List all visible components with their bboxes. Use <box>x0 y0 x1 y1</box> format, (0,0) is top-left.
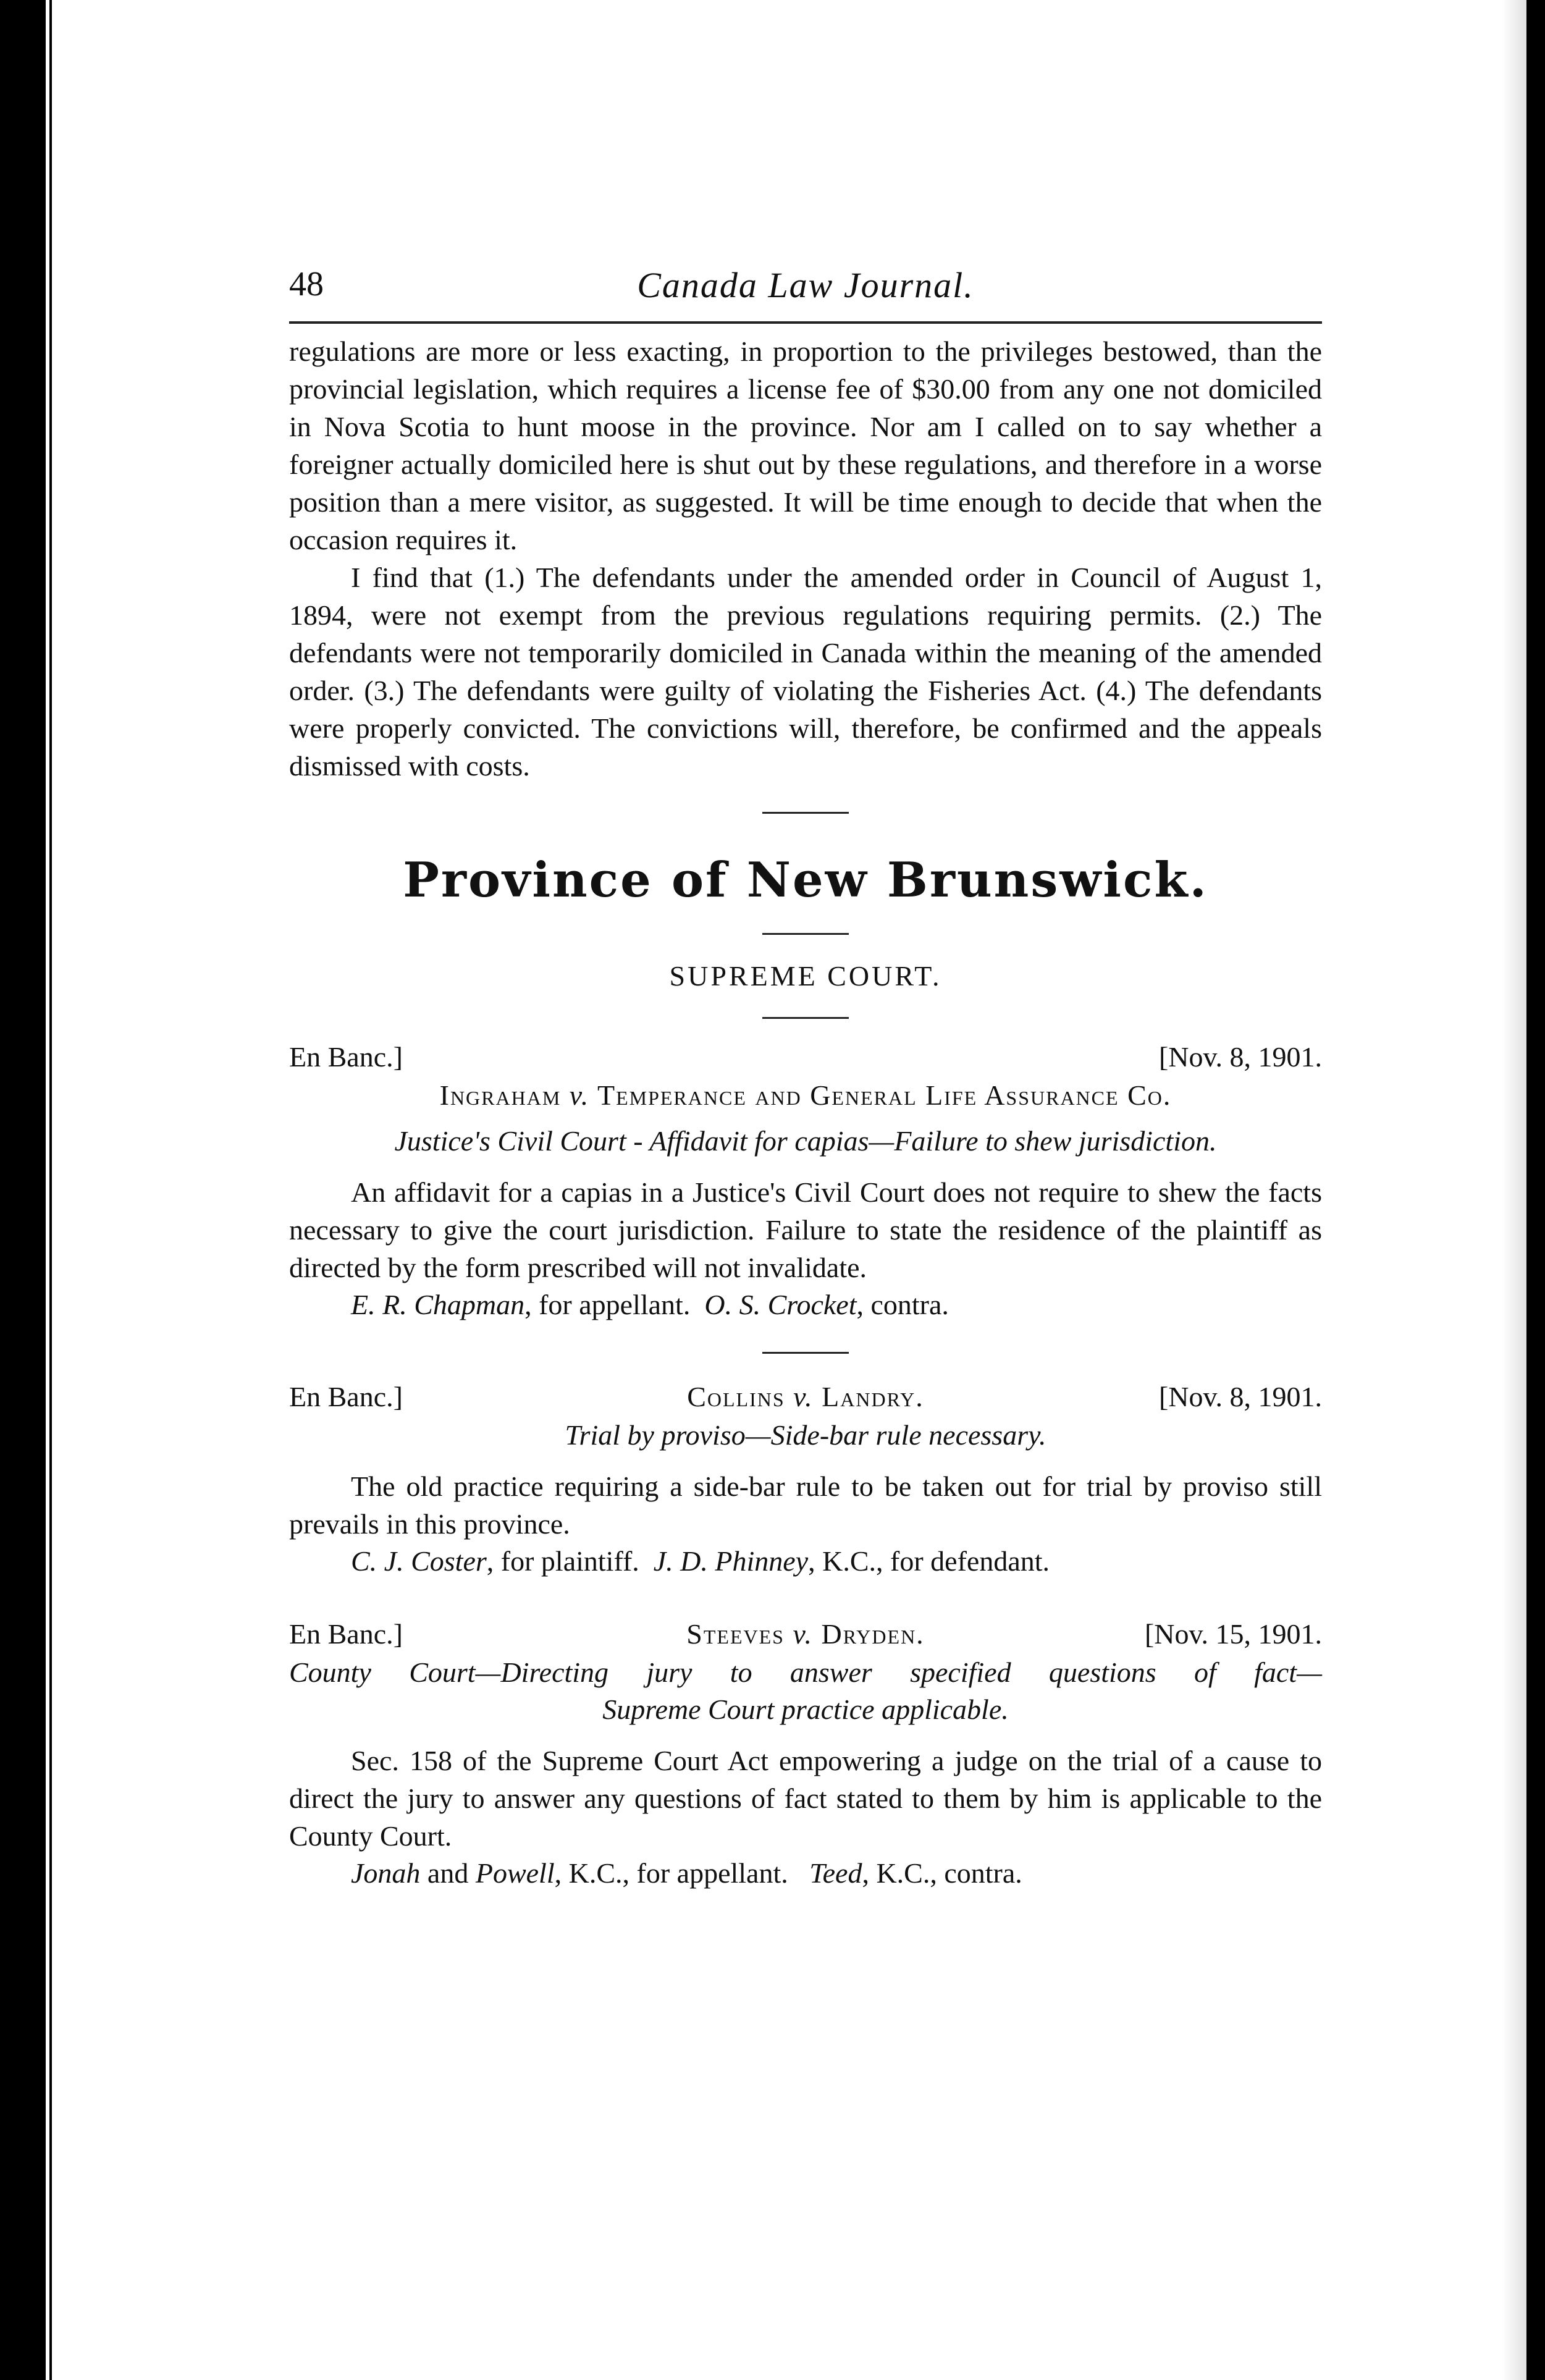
case-court-date-line <box>289 1037 1322 1077</box>
scan-right-edge <box>1526 0 1545 2380</box>
case-party-2: Temperance and General Life Assurance Co. <box>597 1079 1172 1111</box>
case-date: [Nov. 15, 1901. <box>1144 1618 1322 1650</box>
case-body: An affidavit for a capias in a Justice's Civil Court does not require to shew the facts necessary to give the court jurisdiction. Failure to state the residence of the plaintiff as directed by the form prescribed will not invalidate. <box>289 1176 1322 1283</box>
case-court: En Banc.] <box>289 1381 403 1412</box>
counsel-2-name: Teed <box>809 1857 862 1889</box>
case-party-2: Landry. <box>822 1381 924 1412</box>
page-header <box>289 247 1322 324</box>
counsel-1-role: , for plaintiff. <box>486 1545 639 1577</box>
case-court-date-line <box>289 1614 1322 1654</box>
case-date: [Nov. 8, 1901. <box>1158 1041 1322 1073</box>
case-counsel <box>289 1286 1322 1323</box>
case-ingraham <box>289 1037 1322 1323</box>
case-versus: v. <box>793 1618 813 1650</box>
case-collins <box>289 1377 1322 1580</box>
counsel-1-name: C. J. Coster <box>351 1545 487 1577</box>
counsel-1-name: E. R. Chapman <box>351 1289 525 1320</box>
case-party-2: Dryden. <box>821 1618 925 1650</box>
case-date: [Nov. 8, 1901. <box>1158 1381 1322 1412</box>
scan-left-binding <box>43 0 53 2380</box>
case-headnote-line-2: Supreme Court practice applicable. <box>602 1694 1009 1725</box>
counsel-2-name: O. S. Crocket <box>704 1289 857 1320</box>
case-body: Sec. 158 of the Supreme Court Act empowering a judge on the trial of a cause to direct the jury to answer any questions of fact stated to them by him is applicable to the County Court. <box>289 1745 1322 1852</box>
counsel-1b-name: Powell <box>475 1857 555 1889</box>
case-party-1: Collins <box>687 1381 785 1412</box>
case-court: En Banc.] <box>289 1618 403 1650</box>
case-headnote: Justice's Civil Court - Affidavit for capias—Failure to shew jurisdiction. <box>394 1125 1217 1157</box>
intro-paragraph-1: regulations are more or less exacting, in proportion to the privileges bestowed, than the provincial legislation, which requires a license fee of $30.00 from any one not domiciled in Nova Scotia to hunt moose in the province. Nor am I called on to say whether a foreigner actually domiciled here is shut out by these regulations, and therefore in a worse position than a mere visitor, as suggested. It will be time enough to decide that when the occasion requires it. <box>289 335 1322 555</box>
counsel-2-name: J. D. Phinney <box>653 1545 809 1577</box>
section-divider <box>762 933 849 935</box>
counsel-1-mid: and <box>420 1857 476 1889</box>
section-divider <box>762 1017 849 1019</box>
scan-right-shadow <box>1502 0 1526 2380</box>
counsel-1-name: Jonah <box>351 1857 421 1889</box>
case-headnote <box>289 1654 1322 1728</box>
counsel-2-role: , contra. <box>856 1289 949 1320</box>
case-title <box>289 1077 1322 1114</box>
case-party-1: Ingraham <box>439 1079 562 1111</box>
counsel-2-role: , K.C., for defendant. <box>808 1545 1050 1577</box>
case-body: The old practice requiring a side-bar rule to be taken out for trial by proviso still prevails in this province. <box>289 1471 1322 1540</box>
journal-page <box>289 247 1322 1892</box>
case-counsel <box>289 1855 1322 1892</box>
intro-text <box>289 332 1322 785</box>
section-divider <box>762 812 849 814</box>
counsel-1-role: , K.C., for appellant. <box>554 1857 788 1889</box>
case-counsel <box>289 1543 1322 1580</box>
case-court-date-line <box>289 1377 1322 1417</box>
counsel-2-role: , K.C., contra. <box>862 1857 1022 1889</box>
case-versus: v. <box>569 1079 590 1111</box>
province-heading: Province of New Brunswick. <box>403 852 1208 908</box>
case-steeves <box>289 1614 1322 1892</box>
counsel-1-role: , for appellant. <box>524 1289 691 1320</box>
case-headnote-line-1: County Court—Directing jury to answer specified questions of fact— <box>289 1656 1322 1688</box>
page-number: 48 <box>289 265 324 303</box>
journal-title: Canada Law Journal. <box>637 265 974 305</box>
case-headnote: Trial by proviso—Side-bar rule necessary. <box>565 1419 1046 1451</box>
case-versus: v. <box>793 1381 814 1412</box>
case-party-1: Steeves <box>686 1618 785 1650</box>
intro-paragraph-2: I find that (1.) The defendants under the amended order in Council of August 1, 1894, were not exempt from the previous regulations requiring permits. (2.) The defendants were not temporarily domiciled in Canada within the meaning of the amended order. (3.) The defendants were guilty of violating the Fisheries Act. (4.) The defendants were properly convicted. The convictions will, therefore, be confirmed and the appeals dismissed with costs. <box>289 562 1322 782</box>
case-court: En Banc.] <box>289 1041 403 1073</box>
court-heading: SUPREME COURT. <box>669 960 942 992</box>
scan-left-edge <box>0 0 43 2380</box>
